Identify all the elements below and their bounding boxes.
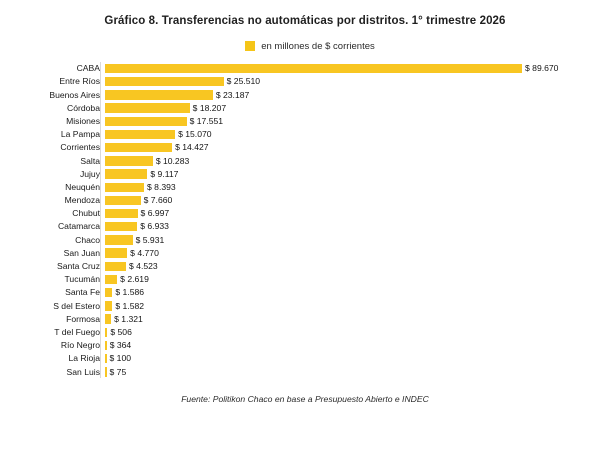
bar-track [105, 141, 610, 154]
page-title: Gráfico 8. Transferencias no automáticas por distritos. 1° trimestre 2026 [104, 15, 506, 27]
bar [105, 117, 187, 126]
bar [105, 103, 190, 112]
bar-row [0, 365, 610, 378]
value-label: $ 15.070 [178, 129, 212, 140]
bar-track [105, 286, 610, 299]
category-label: CABA [76, 63, 100, 74]
value-label: $ 2.619 [120, 274, 149, 285]
bar-row [0, 260, 610, 273]
legend-swatch-icon [245, 41, 255, 51]
bar [105, 301, 112, 310]
bar [105, 130, 175, 139]
bar-row [0, 233, 610, 246]
bar-row [0, 194, 610, 207]
bar [105, 248, 127, 257]
category-label: S del Estero [53, 300, 100, 311]
bar [105, 222, 137, 231]
bar-row [0, 128, 610, 141]
category-label: Río Negro [60, 340, 100, 351]
bar-row [0, 154, 610, 167]
chart-legend [10, 41, 610, 52]
bar [105, 156, 153, 165]
bar [105, 235, 133, 244]
bar-track [105, 154, 610, 167]
bar-row [0, 273, 610, 286]
category-label: Formosa [66, 313, 100, 324]
bar [105, 169, 147, 178]
y-axis-line [100, 62, 101, 379]
bar [105, 275, 117, 284]
category-label: Jujuy [79, 168, 100, 179]
bar-track [105, 339, 610, 352]
bar-row [0, 299, 610, 312]
category-label: La Pampa [60, 129, 100, 140]
bar-row [0, 352, 610, 365]
bar [105, 288, 112, 297]
bar-row [0, 339, 610, 352]
value-label: $ 506 [110, 326, 132, 337]
bar-row [0, 181, 610, 194]
bar-row [0, 141, 610, 154]
category-label: Catamarca [57, 221, 100, 232]
value-label: $ 1.321 [114, 313, 143, 324]
bar-track [105, 313, 610, 326]
bar [105, 90, 213, 99]
value-label: $ 25.510 [226, 76, 261, 87]
bar-track [105, 88, 610, 101]
bar-track [105, 233, 610, 246]
bar-track [105, 326, 610, 339]
bar-track [105, 167, 610, 180]
legend-item-label: en millones de $ corrientes [261, 40, 375, 52]
category-label: Buenos Aires [49, 89, 100, 100]
value-label: $ 10.283 [155, 155, 190, 166]
category-label: San Juan [63, 247, 100, 258]
bar [105, 143, 172, 152]
bar-track [105, 75, 610, 88]
bar-row [0, 247, 610, 260]
bar-track [105, 352, 610, 365]
bar-row [0, 286, 610, 299]
value-label: $ 18.207 [192, 102, 227, 113]
category-label: Corrientes [60, 142, 100, 153]
category-label: T del Fuego [54, 326, 100, 337]
category-label: San Luis [66, 366, 100, 377]
bar [105, 209, 138, 218]
bar-row [0, 326, 610, 339]
bar-track [105, 181, 610, 194]
bar-row [0, 115, 610, 128]
bar-row [0, 62, 610, 75]
value-label: $ 75 [109, 366, 127, 377]
value-label: $ 17.551 [189, 115, 224, 126]
bar-row [0, 102, 610, 115]
value-label: $ 4.523 [129, 261, 158, 272]
category-label: Córdoba [67, 102, 100, 113]
category-label: Entre Ríos [59, 76, 100, 87]
bar-track [105, 247, 610, 260]
value-label: $ 23.187 [215, 89, 250, 100]
value-label: $ 1.586 [115, 287, 145, 298]
value-label: $ 364 [109, 340, 132, 351]
bar-track [105, 273, 610, 286]
category-label: Tucumán [64, 274, 100, 285]
category-label: Santa Cruz [57, 261, 100, 272]
bar-track [105, 128, 610, 141]
category-label: Neuquén [65, 181, 100, 192]
bar [105, 196, 141, 205]
category-label: Chaco [75, 234, 100, 245]
bar-row [0, 88, 610, 101]
category-label: Salta [80, 155, 100, 166]
category-label: Chubut [72, 208, 100, 219]
bar-track [105, 115, 610, 128]
category-label: Santa Fe [65, 287, 100, 298]
value-label: $ 14.427 [175, 142, 209, 153]
category-label: La Rioja [68, 353, 100, 364]
chart-source-note: Fuente: Politikon Chaco en base a Presupuesto Abierto e INDEC [181, 394, 429, 405]
bar-row [0, 167, 610, 180]
bar-row [0, 313, 610, 326]
value-label: $ 7.660 [143, 195, 173, 206]
value-label: $ 5.931 [135, 234, 165, 245]
value-label: $ 6.997 [140, 208, 170, 219]
bar-track [105, 220, 610, 233]
bar-row [0, 220, 610, 233]
bar-track [105, 102, 610, 115]
value-label: $ 6.933 [140, 221, 169, 232]
bar [105, 77, 224, 86]
category-label: Mendoza [64, 195, 100, 206]
value-label: $ 89.670 [525, 63, 559, 74]
value-label: $ 8.393 [147, 181, 176, 192]
bar-track [105, 207, 610, 220]
bar-row [0, 207, 610, 220]
bar-track [105, 299, 610, 312]
bar-track [105, 260, 610, 273]
bar-row [0, 75, 610, 88]
value-label: $ 4.770 [130, 247, 159, 258]
bar [105, 262, 126, 271]
value-label: $ 100 [109, 353, 132, 364]
bar-track [105, 62, 610, 75]
plot-area [0, 62, 610, 379]
category-label: Misiones [66, 115, 100, 126]
bar-track [105, 365, 610, 378]
value-label: $ 9.117 [150, 168, 179, 179]
value-label: $ 1.582 [115, 300, 145, 311]
bar [105, 183, 144, 192]
bar-track [105, 194, 610, 207]
bar [105, 64, 522, 73]
